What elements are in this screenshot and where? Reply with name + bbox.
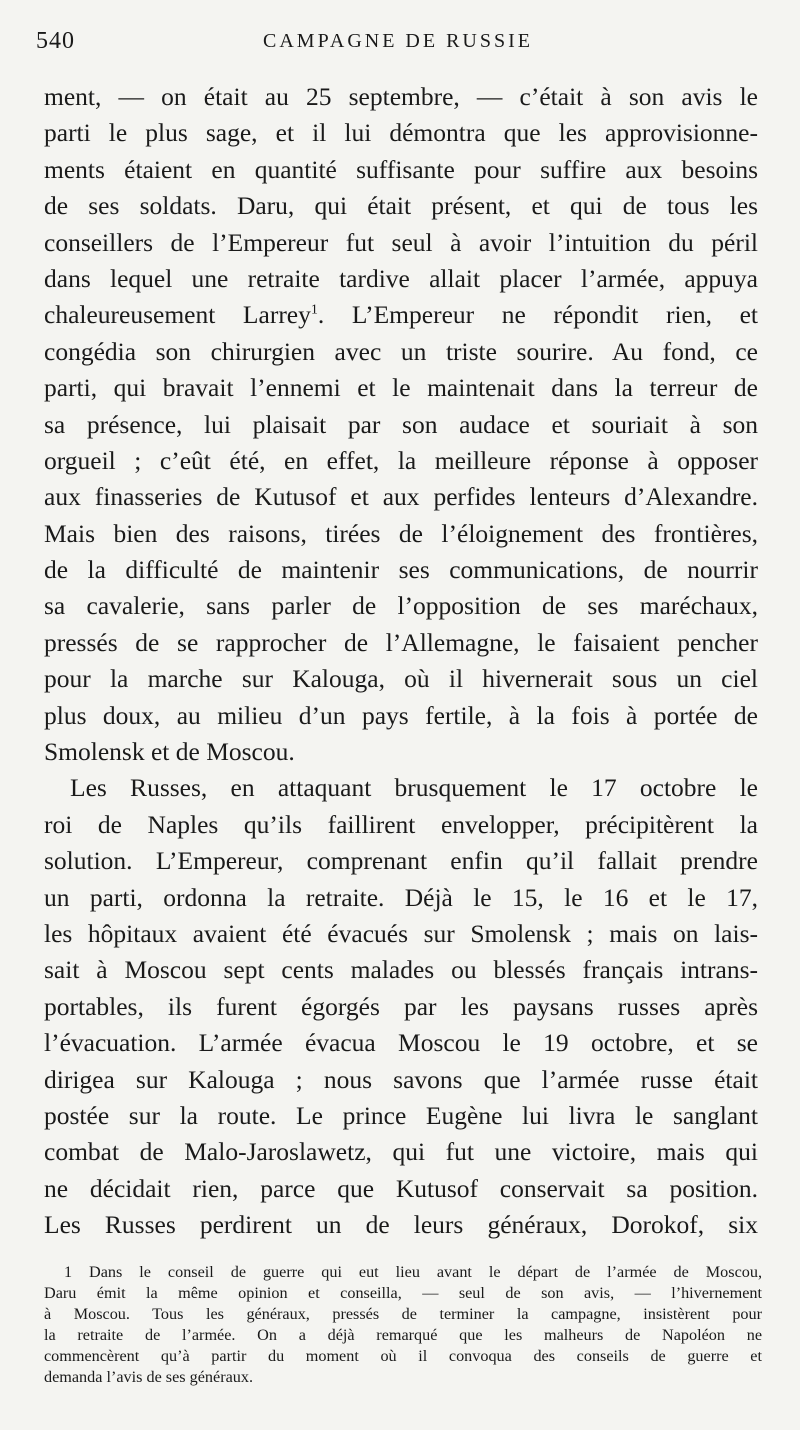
text-line: les hôpitaux avaient été évacués sur Smolensk ; mais on lais- [44, 918, 758, 948]
text-line: Les Russes, en attaquant brusquement le 17 octobre le [70, 773, 758, 803]
footnotes [44, 1262, 762, 1388]
text-line: orgueil ; c’eût été, en effet, la meilleure réponse à opposer [44, 445, 758, 475]
text-line: ment, — on était au 25 septembre, — c’était à son avis le [44, 82, 758, 111]
text-line: postée sur la route. Le prince Eugène lui livra le sanglant [44, 1100, 758, 1130]
text-line: plus doux, au milieu d’un pays fertile, à la fois à portée de [44, 700, 758, 730]
page-number: 540 [36, 28, 75, 54]
text-line: conseillers de l’Empereur fut seul à avoir l’intuition du péril [44, 227, 758, 257]
footnote-line: à Moscou. Tous les généraux, pressés de terminer la campagne, insistèrent pour [44, 1305, 762, 1323]
footnote-line: la retraite de l’armée. On a déjà remarqué que les malheurs de Napoléon ne [44, 1326, 762, 1344]
text-line: combat de Malo-Jaroslawetz, qui fut une victoire, mais qui [44, 1137, 758, 1167]
text-line: dirigea sur Kalouga ; nous savons que l’armée russe était [44, 1064, 758, 1094]
text-line: pressés de se rapprocher de l’Allemagne, le faisaient pencher [44, 627, 758, 657]
text-line: ne décidait rien, parce que Kutusof conservait sa position. [44, 1173, 758, 1203]
text-line: sa cavalerie, sans parler de l’opposition de ses maréchaux, [44, 591, 758, 621]
text-line: un parti, ordonna la retraite. Déjà le 15, le 16 et le 17, [44, 882, 758, 912]
text-line: parti, qui bravait l’ennemi et le maintenait dans la terreur de [44, 373, 758, 403]
text-line: roi de Naples qu’ils faillirent envelopper, précipitèrent la [44, 809, 758, 839]
text-line: congédia son chirurgien avec un triste sourire. Au fond, ce [44, 336, 758, 366]
text-line: aux finasseries de Kutusof et aux perfides lenteurs d’Alexandre. [44, 482, 758, 512]
main-text [44, 79, 758, 1244]
text-line: portables, ils furent égorgés par les paysans russes après [44, 991, 758, 1021]
text-fragment: . L’Empereur ne répondit rien, et [317, 300, 759, 330]
footnote-line: 1 Dans le conseil de guerre qui eut lieu avant le départ de l’armée de Moscou, [64, 1263, 762, 1281]
text-line: solution. L’Empereur, comprenant enfin qu’il fallait prendre [44, 846, 758, 876]
text-line: sait à Moscou sept cents malades ou blessés français intrans- [44, 955, 758, 985]
text-line: ments étaient en quantité suffisante pour suffire aux besoins [44, 154, 758, 184]
footnote-line: demanda l’avis de ses généraux. [44, 1368, 254, 1386]
text-line: l’évacuation. L’armée évacua Moscou le 19 octobre, et se [44, 1028, 758, 1058]
running-title: CAMPAGNE DE RUSSIE [263, 30, 533, 52]
text-line: Mais bien des raisons, tirées de l’éloignement des frontières, [44, 518, 758, 548]
footnote-reference: 1 [310, 302, 318, 318]
text-line: dans lequel une retraite tardive allait placer l’armée, appuya [44, 263, 758, 293]
text-fragment: chaleureusement Larrey [44, 300, 311, 330]
text-line: Smolensk et de Moscou. [44, 737, 295, 767]
text-line: de la difficulté de maintenir ses communications, de nourrir [44, 555, 758, 585]
text-line: de ses soldats. Daru, qui était présent, et qui de tous les [44, 191, 758, 221]
page-header [36, 28, 760, 58]
text-line: pour la marche sur Kalouga, où il hivernerait sous un ciel [44, 664, 758, 694]
text-line: parti le plus sage, et il lui démontra que les approvisionne- [44, 118, 758, 148]
text-line: Les Russes perdirent un de leurs généraux, Dorokof, six [44, 1210, 758, 1240]
text-line-with-footnote [44, 297, 758, 333]
footnote-line: commencèrent qu’à partir du moment où il convoqua des conseils de guerre et [44, 1347, 762, 1365]
footnote-line: Daru émit la même opinion et conseilla, — seul de son avis, — l’hivernement [44, 1284, 762, 1302]
text-line: sa présence, lui plaisait par son audace et souriait à son [44, 409, 758, 439]
